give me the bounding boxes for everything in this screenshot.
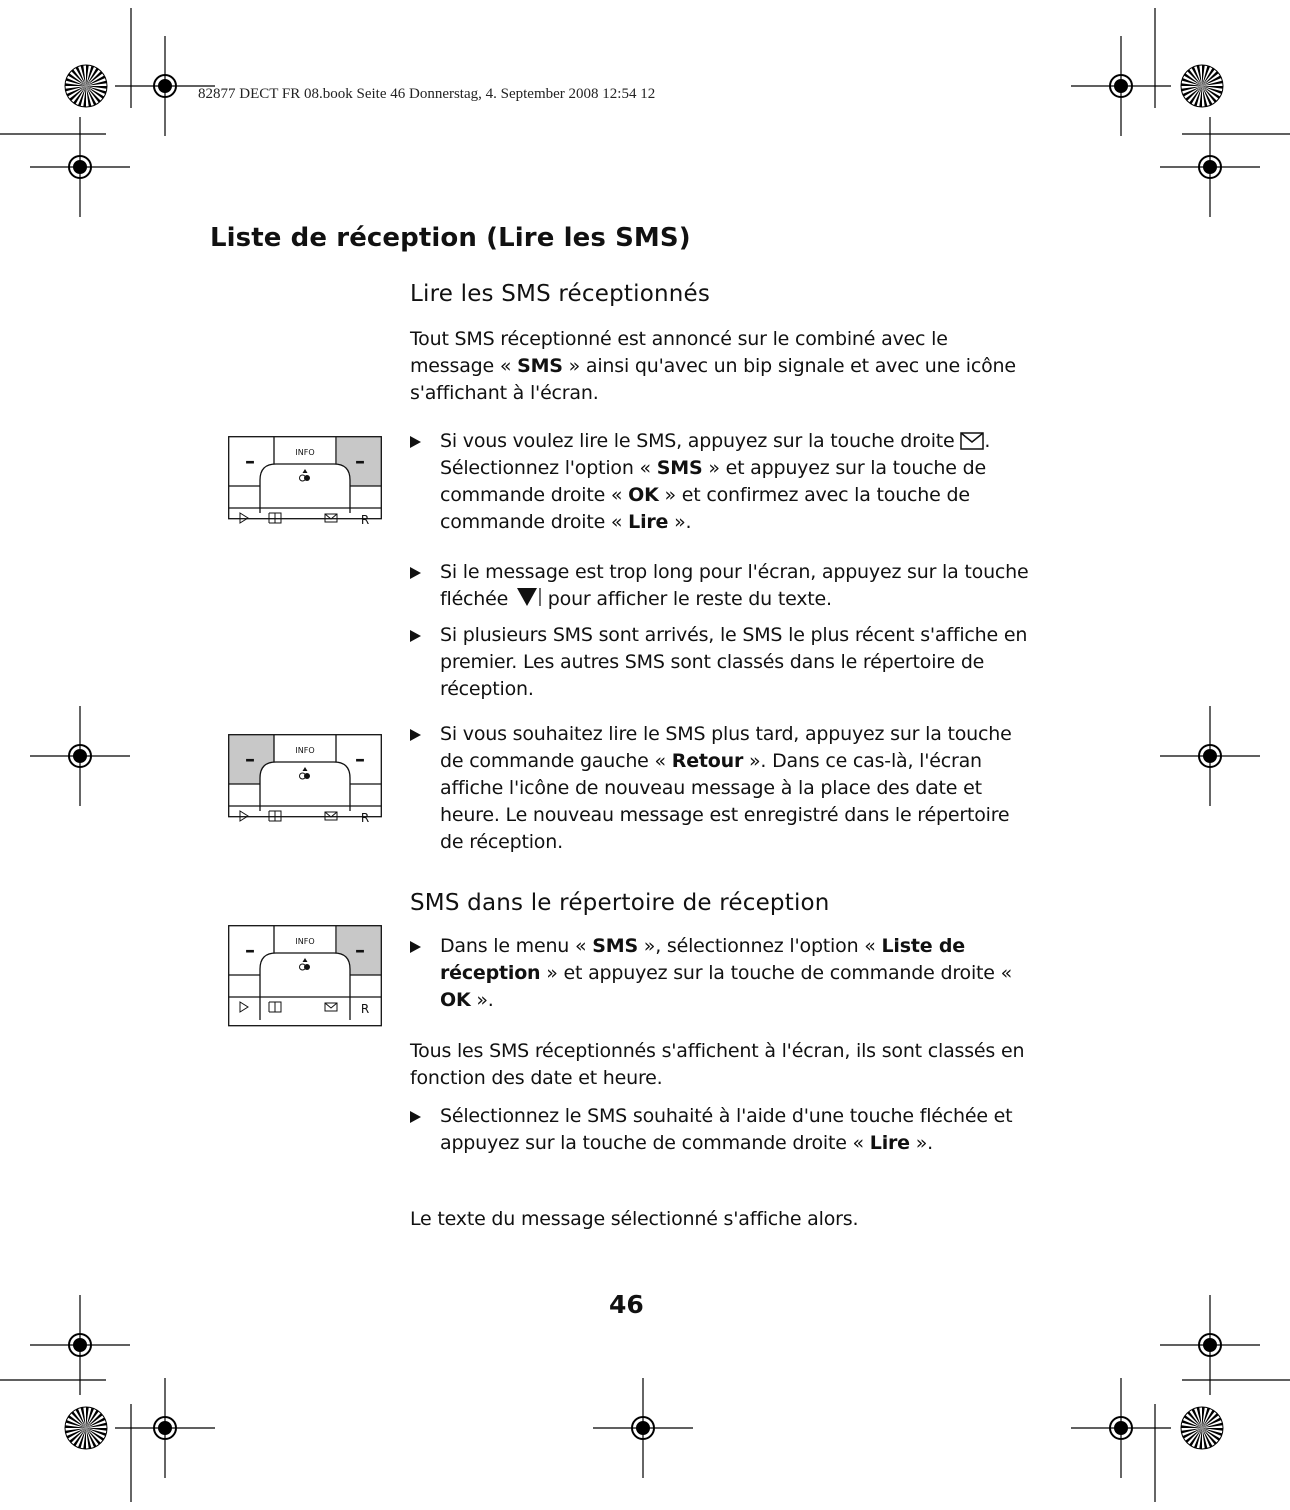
- inbox-paragraph: Tous les SMS réceptionnés s'affichent à l'écran, ils sont classés en fonction des date et heure.: [410, 1040, 1025, 1089]
- bullet-marker: [410, 1111, 421, 1123]
- starburst-icon: [65, 1407, 107, 1449]
- left-softkey-minus: –: [245, 449, 255, 473]
- bullet-marker: [410, 941, 421, 953]
- left-softkey-minus: –: [245, 747, 255, 771]
- subsection-title-inbox: SMS dans le répertoire de réception: [410, 890, 830, 916]
- bullet-select-sms: Sélectionnez le SMS souhaité à l'aide d'une touche fléchée et appuyez sur la touche de commande droite « Lire ».: [410, 1103, 1035, 1157]
- phonebook-key-icon: [269, 1002, 281, 1012]
- info-key-label: INFO: [295, 448, 315, 457]
- r-key-label: R: [360, 513, 370, 527]
- bullet-marker: [410, 630, 421, 642]
- starburst-icon: [1181, 1407, 1223, 1449]
- crosshair-icon: [115, 1378, 215, 1478]
- envelope-key-icon: [325, 1003, 337, 1011]
- bullet-read-sms: Si vous voulez lire le SMS, appuyez sur la touche droite . Sélectionnez l'option « SMS » et appuyez sur la touche de commande droite « OK » et confirmez avec la touche de commande droite « Lire ».: [410, 428, 1035, 536]
- intro-paragraph: Tout SMS réceptionné est annoncé sur le combiné avec le message « SMS » ainsi qu'avec un bip signale et avec une icône s'affichant à l'écran.: [410, 328, 1016, 404]
- envelope-icon: [960, 432, 984, 450]
- subsection-title-read-sms: Lire les SMS réceptionnés: [410, 281, 711, 307]
- bullet-multiple-sms: Si plusieurs SMS sont arrivés, le SMS le plus récent s'affiche en premier. Les autres SMS sont classés dans le répertoire de réception.: [410, 622, 1035, 703]
- r-key-label: R: [360, 811, 370, 825]
- starburst-icon: [65, 65, 107, 107]
- crosshair-icon: [1160, 117, 1260, 217]
- bullet-marker: [410, 436, 421, 448]
- redial-key-icon: [240, 1002, 248, 1012]
- crosshair-icon: [30, 706, 130, 806]
- bullet-inbox-menu: Dans le menu « SMS », sélectionnez l'option « Liste de réception » et appuyez sur la touche de commande droite « OK ».: [410, 933, 1035, 1014]
- bullet-long-message: Si le message est trop long pour l'écran, appuyez sur la touche fléchée pour afficher le reste du texte.: [410, 559, 1035, 613]
- crosshair-icon: [593, 1378, 693, 1478]
- section-title: Liste de réception (Lire les SMS): [210, 223, 691, 253]
- right-softkey-minus: –: [355, 938, 365, 962]
- bullet-read-later: Si vous souhaitez lire le SMS plus tard, appuyez sur la touche de commande gauche « Retour ». Dans ce cas-là, l'écran affiche l'icône de nouveau message à la place des date et heure. Le nouveau message est enregistré dans le répertoire de réception.: [410, 721, 1035, 856]
- crosshair-icon: [1160, 706, 1260, 806]
- r-key-label: R: [360, 1002, 370, 1016]
- right-softkey-minus: –: [355, 747, 365, 771]
- page-number: 46: [609, 1290, 644, 1319]
- keypad-diagram-right-key: [228, 436, 382, 527]
- info-key-label: INFO: [295, 746, 315, 755]
- starburst-icon: [1181, 65, 1223, 107]
- bullet-marker: [410, 567, 421, 579]
- closing-paragraph: Le texte du message sélectionné s'affiche alors.: [410, 1208, 859, 1230]
- right-softkey-minus: –: [355, 449, 365, 473]
- crosshair-icon: [1071, 1378, 1171, 1478]
- keypad-diagram-left-key: [228, 734, 382, 825]
- crosshair-icon: [30, 117, 130, 217]
- crosshair-icon: [1071, 36, 1171, 136]
- info-key-label: INFO: [295, 937, 315, 946]
- arrow-down-icon: [514, 586, 542, 608]
- bullet-marker: [410, 729, 421, 741]
- keypad-diagram-right-key-full: [228, 925, 382, 1015]
- left-softkey-minus: –: [245, 938, 255, 962]
- print-info-header: 82877 DECT FR 08.book Seite 46 Donnerstag, 4. September 2008 12:54 12: [198, 86, 656, 102]
